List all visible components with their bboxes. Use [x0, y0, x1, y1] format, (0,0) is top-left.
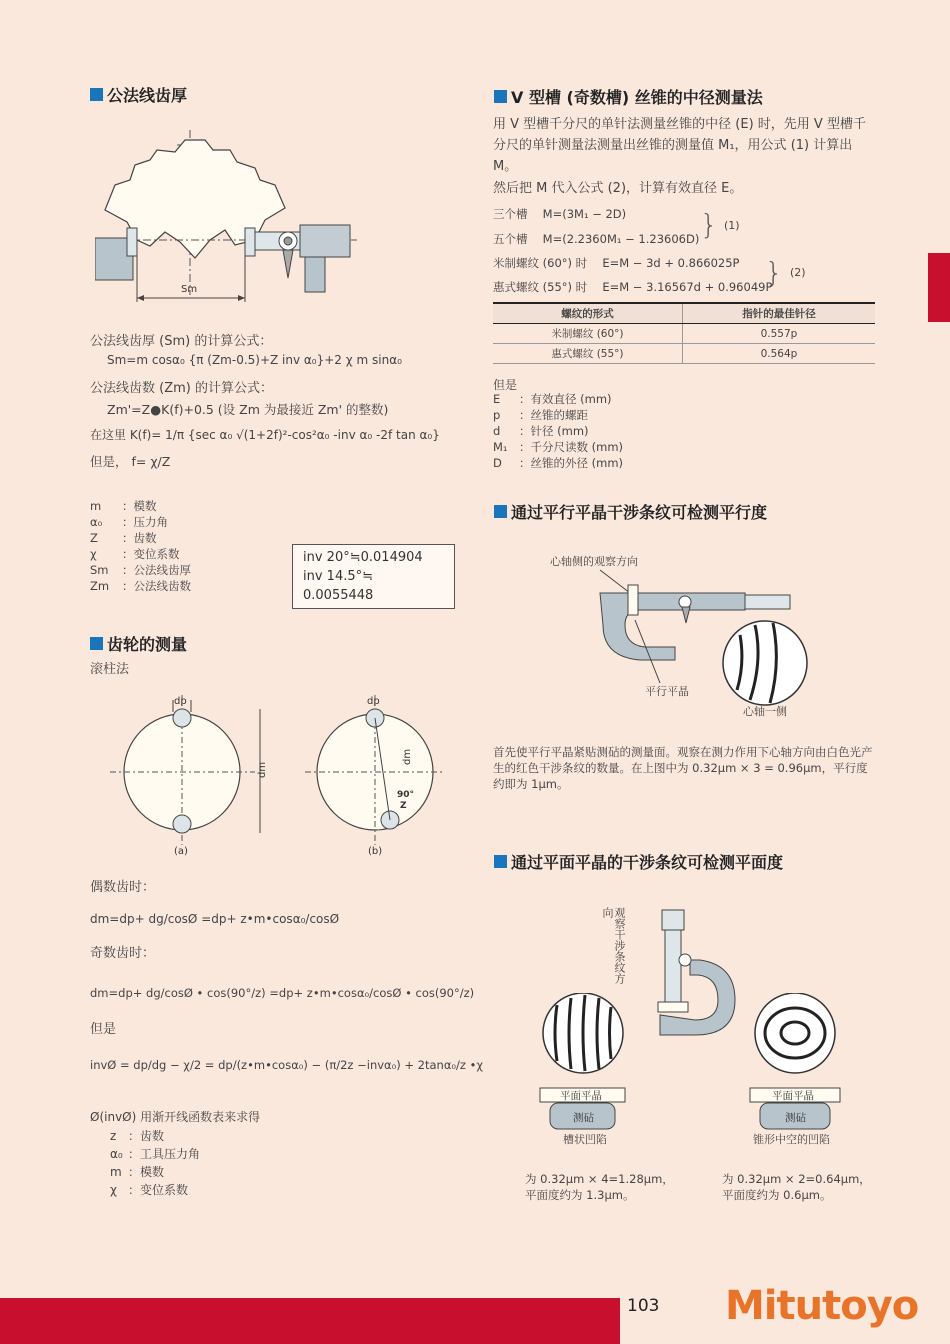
bullet-square-icon	[494, 855, 507, 868]
variable-row: E ：有效直径 (mm)	[493, 392, 612, 406]
phi-symbol-list	[110, 1127, 200, 1199]
flatness-calc-2: 为 0.32μm × 2=0.64μm， 平面度约为 0.6μm。	[722, 1172, 871, 1202]
flatness-calc-1: 为 0.32μm × 4=1.28μm， 平面度约为 1.3μm。	[525, 1172, 674, 1202]
flatness-micrometer-diagram	[630, 905, 740, 1045]
table-cell: 0.557p	[682, 324, 875, 344]
sm-formula-title: 公法线齿厚 (Sm) 的计算公式：	[90, 334, 273, 349]
angle-z-label: Z	[400, 801, 407, 811]
side-index-tab	[928, 253, 950, 322]
page-number: 103	[627, 1296, 660, 1316]
equation-1a: 三个槽 M=(3M₁ − 2D)	[493, 207, 627, 221]
bullet-square-icon	[90, 88, 103, 101]
groove-caption: 槽状凹陷	[563, 1133, 607, 1146]
bullet-square-icon	[90, 637, 103, 650]
roller-method-diagram	[110, 690, 450, 860]
variable-row: M₁ ：千分尺读数 (mm)	[493, 440, 624, 454]
but-label-left: 但是	[90, 1022, 117, 1037]
flatness-sample-2	[745, 993, 855, 1148]
symbol-list	[90, 498, 191, 594]
spindle-direction-label: 心轴侧的观察方向	[550, 555, 638, 568]
bullet-square-icon	[494, 90, 507, 103]
variable-row: D ：丝锥的外径 (mm)	[493, 456, 624, 470]
phi-note: Ø(invØ) 用渐开线函数表来求得	[90, 1110, 261, 1124]
dp-label-b: dp	[367, 696, 380, 707]
equation-1b: 五个槽 M=(2.2360M₁ − 1.23606D)	[493, 232, 700, 246]
flat-label-2: 平面平晶	[772, 1090, 814, 1102]
angle-label: 90°	[397, 790, 415, 800]
sm-formula: Sm=m cosα₀ {π (Zm-0.5)+Z inv α₀}+2 χ m sinα₀	[107, 353, 402, 367]
symbol-row: χ ：变位系数	[90, 547, 180, 561]
table-cell: 米制螺纹 (60°)	[493, 324, 682, 344]
even-teeth-formula: dm=dp+ dg/cosØ =dp+ z•m•cosα₀/cosØ	[90, 912, 340, 926]
symbol-row: m ：模数	[90, 499, 157, 513]
section-title-flatness: 通过平面平晶的干涉条纹可检测平面度	[494, 850, 783, 873]
section-title-v-groove: V 型槽 (奇数槽) 丝锥的中径测量法	[494, 85, 763, 108]
bullet-square-icon	[494, 505, 507, 518]
label-a: (a)	[174, 846, 188, 857]
v-groove-paragraph: 用 V 型槽千分尺的单针法测量丝锥的中径 (E) 时，先用 V 型槽千分尺的单针测量法测量出丝锥的测量值 M₁，用公式 (1) 计算出 M。	[493, 117, 866, 174]
inv-phi-formula: invØ = dp/dg − χ/2 = dp/(z•m•cosα₀) − (π/2z −invα₀) + 2tanα₀/z •χ	[90, 1058, 484, 1072]
pin-diameter-table	[493, 302, 875, 364]
sm-dimension-label: Sm	[181, 284, 198, 295]
footer-red-bar	[0, 1298, 620, 1344]
variable-row: d ：针径 (mm)	[493, 424, 589, 438]
flatness-sample-1	[535, 993, 635, 1148]
inv-value-box: inv 20°≒0.014904 inv 14.5°≒ 0.0055448	[292, 544, 455, 609]
roller-method-label: 滚柱法	[90, 662, 130, 677]
dp-label-a: dp	[174, 696, 187, 707]
section-title-parallelism: 通过平行平晶干涉条纹可检测平行度	[494, 500, 767, 523]
gear-tooth-thickness-diagram	[95, 130, 360, 310]
table-cell: 惠式螺纹 (55°)	[493, 344, 682, 364]
spindle-side-label: 心轴一侧	[743, 705, 787, 718]
table-cell: 0.564p	[682, 344, 875, 364]
phi-symbol-row: z ：齿数	[110, 1129, 165, 1143]
phi-symbol-row: m ：模数	[110, 1165, 165, 1179]
table-header: 指针的最佳针径	[682, 303, 875, 324]
variable-row: p ：丝锥的螺距	[493, 408, 588, 422]
section-title-gear-measure: 齿轮的测量	[90, 632, 187, 655]
table-header-row	[493, 303, 875, 324]
equation-2-number: (2)	[790, 266, 806, 279]
equation-1-number: (1)	[724, 219, 740, 232]
odd-teeth-title: 奇数齿时：	[90, 946, 156, 961]
parallelism-paragraph: 首先使平行平晶紧贴测砧的测量面。观察在测力作用下心轴方向由白色光产生的红色干涉条纹的数量。在上图中为 0.32μm × 3 = 0.96μm，平行度约即为 1μm。	[493, 745, 873, 791]
flat-label-1: 平面平晶	[560, 1090, 602, 1102]
symbol-row: Zm ：公法线齿数	[90, 579, 191, 593]
symbol-row: Z ：齿数	[90, 531, 157, 545]
even-teeth-title: 偶数齿时：	[90, 880, 156, 895]
label-b: (b)	[368, 846, 383, 857]
table-row	[493, 324, 875, 344]
brace-icon: }	[700, 208, 718, 241]
cone-caption: 锥形中空的凹陷	[753, 1133, 830, 1146]
kf-formula: 在这里 K(f)= 1/π {sec α₀ √(1+2f)²-cos²α₀ -inv α₀ -2f tan α₀}	[90, 428, 440, 442]
f-formula: 但是， f= χ/Z	[90, 454, 171, 469]
odd-teeth-formula: dm=dp+ dg/cosØ • cos(90°/z) =dp+ z•m•cosα₀/cosØ • cos(90°/z)	[90, 986, 475, 1000]
variable-list	[493, 391, 623, 471]
dm-label-a: dm	[257, 761, 268, 778]
zm-formula: Zm'=Z●K(f)+0.5 (设 Zm 为最接近 Zm' 的整数)	[107, 402, 389, 417]
symbol-row: Sm ：公法线齿厚	[90, 563, 191, 577]
but-label-right: 但是	[493, 378, 518, 392]
phi-symbol-row: α₀ ：工具压力角	[110, 1147, 201, 1161]
mitutoyo-logo: Mitutoyo	[725, 1283, 919, 1329]
v-groove-paragraph-2: 然后把 M 代入公式 (2)，计算有效直径 E。	[493, 181, 743, 196]
anvil-label-1: 测砧	[573, 1112, 594, 1124]
optical-parallel-label: 平行平晶	[645, 685, 689, 698]
zm-formula-title: 公法线齿数 (Zm) 的计算公式：	[90, 381, 273, 396]
anvil-label-2: 测砧	[785, 1112, 806, 1124]
equation-2b: 惠式螺纹 (55°) 时 E=M − 3.16567d + 0.96049P	[493, 280, 773, 294]
symbol-row: α₀ ：压力角	[90, 515, 168, 529]
table-header: 螺纹的形式	[493, 303, 682, 324]
table-row	[493, 344, 875, 364]
dm-label-b: dm	[402, 748, 413, 765]
brace-icon: }	[765, 256, 783, 289]
phi-symbol-row: χ ：变位系数	[110, 1183, 189, 1197]
parallelism-diagram	[545, 545, 815, 725]
equation-2a: 米制螺纹 (60°) 时 E=M − 3d + 0.866025P	[493, 256, 740, 270]
observe-direction-label: 观察干涉条纹方向	[601, 907, 626, 984]
section-title-chordal: 公法线齿厚	[90, 83, 187, 106]
